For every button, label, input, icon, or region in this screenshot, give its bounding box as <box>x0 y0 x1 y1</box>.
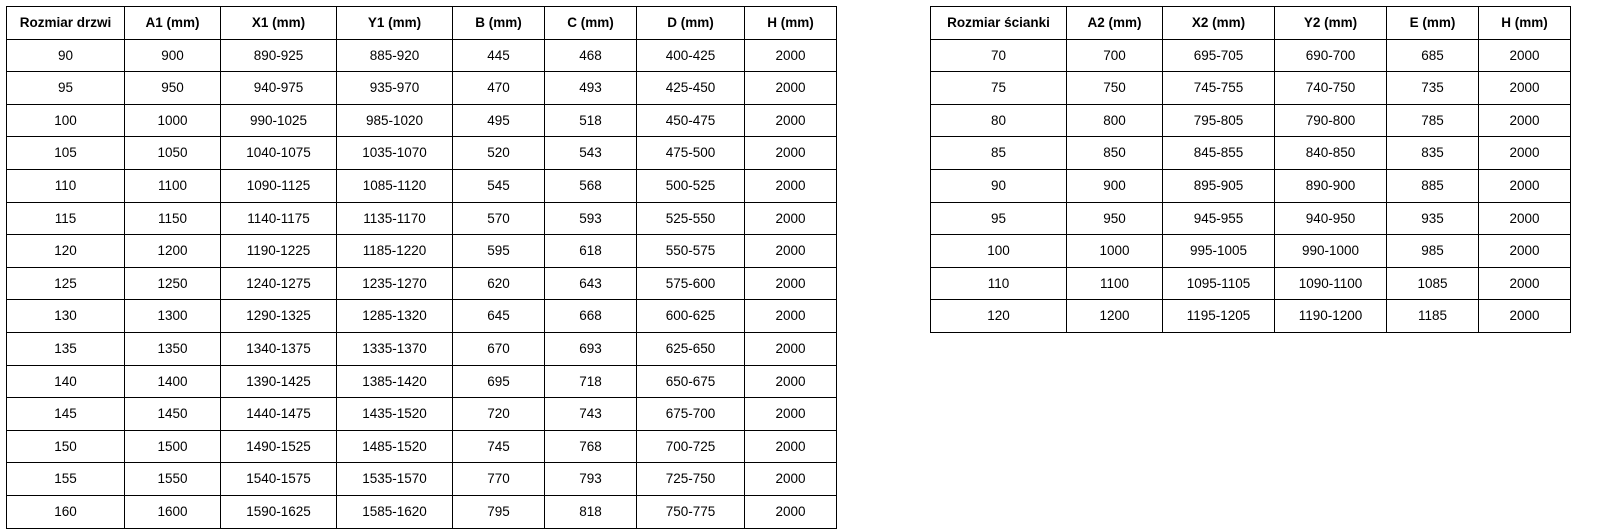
walls-cell: 1190-1200 <box>1275 300 1387 333</box>
doors-cell: 620 <box>453 267 545 300</box>
doors-cell: 468 <box>545 39 637 72</box>
table-row <box>7 72 837 105</box>
doors-cell: 493 <box>545 72 637 105</box>
walls-cell: 990-1000 <box>1275 235 1387 268</box>
walls-cell: 70 <box>931 39 1067 72</box>
walls-cell: 745-755 <box>1163 72 1275 105</box>
table-row <box>7 495 837 528</box>
doors-cell: 1540-1575 <box>221 463 337 496</box>
table-row <box>931 39 1571 72</box>
table-row <box>7 463 837 496</box>
walls-cell: 80 <box>931 104 1067 137</box>
table-row <box>931 104 1571 137</box>
walls-cell: 890-900 <box>1275 169 1387 202</box>
walls-cell: 690-700 <box>1275 39 1387 72</box>
table-row <box>931 235 1571 268</box>
walls-cell: 900 <box>1067 169 1163 202</box>
doors-cell: 525-550 <box>637 202 745 235</box>
table-row <box>931 137 1571 170</box>
walls-cell: 1095-1105 <box>1163 267 1275 300</box>
walls-cell: 2000 <box>1479 267 1571 300</box>
doors-cell: 140 <box>7 365 125 398</box>
doors-cell: 150 <box>7 430 125 463</box>
doors-cell: 130 <box>7 300 125 333</box>
doors-cell: 2000 <box>745 300 837 333</box>
walls-cell: 740-750 <box>1275 72 1387 105</box>
doors-cell: 2000 <box>745 104 837 137</box>
doors-cell: 1190-1225 <box>221 235 337 268</box>
walls-cell: 85 <box>931 137 1067 170</box>
doors-cell: 1485-1520 <box>337 430 453 463</box>
walls-cell: 935 <box>1387 202 1479 235</box>
table-row <box>7 39 837 72</box>
doors-cell: 425-450 <box>637 72 745 105</box>
walls-cell: 895-905 <box>1163 169 1275 202</box>
walls-cell: 795-805 <box>1163 104 1275 137</box>
walls-cell: 2000 <box>1479 72 1571 105</box>
table-row <box>931 300 1571 333</box>
doors-cell: 720 <box>453 398 545 431</box>
walls-cell: 95 <box>931 202 1067 235</box>
walls-cell: 2000 <box>1479 39 1571 72</box>
doors-cell: 1140-1175 <box>221 202 337 235</box>
walls-column-header: E (mm) <box>1387 7 1479 40</box>
doors-cell: 1150 <box>125 202 221 235</box>
walls-column-header: A2 (mm) <box>1067 7 1163 40</box>
doors-cell: 1300 <box>125 300 221 333</box>
doors-column-header: B (mm) <box>453 7 545 40</box>
doors-cell: 115 <box>7 202 125 235</box>
walls-cell: 885 <box>1387 169 1479 202</box>
walls-cell: 790-800 <box>1275 104 1387 137</box>
doors-cell: 543 <box>545 137 637 170</box>
walls-cell: 1195-1205 <box>1163 300 1275 333</box>
doors-cell: 1200 <box>125 235 221 268</box>
doors-cell: 1285-1320 <box>337 300 453 333</box>
walls-cell: 2000 <box>1479 235 1571 268</box>
walls-cell: 695-705 <box>1163 39 1275 72</box>
doors-cell: 1435-1520 <box>337 398 453 431</box>
doors-cell: 1585-1620 <box>337 495 453 528</box>
doors-cell: 570 <box>453 202 545 235</box>
doors-cell: 1450 <box>125 398 221 431</box>
doors-cell: 595 <box>453 235 545 268</box>
doors-cell: 520 <box>453 137 545 170</box>
doors-cell: 768 <box>545 430 637 463</box>
doors-cell: 1350 <box>125 332 221 365</box>
doors-cell: 475-500 <box>637 137 745 170</box>
doors-cell: 1085-1120 <box>337 169 453 202</box>
table-row <box>7 267 837 300</box>
doors-cell: 695 <box>453 365 545 398</box>
doors-column-header: X1 (mm) <box>221 7 337 40</box>
doors-cell: 935-970 <box>337 72 453 105</box>
doors-cell: 1185-1220 <box>337 235 453 268</box>
doors-cell: 1340-1375 <box>221 332 337 365</box>
doors-cell: 818 <box>545 495 637 528</box>
doors-column-header: Rozmiar drzwi <box>7 7 125 40</box>
walls-cell: 835 <box>1387 137 1479 170</box>
walls-cell: 785 <box>1387 104 1479 137</box>
doors-cell: 743 <box>545 398 637 431</box>
doors-cell: 100 <box>7 104 125 137</box>
doors-cell: 940-975 <box>221 72 337 105</box>
walls-cell: 700 <box>1067 39 1163 72</box>
table-row <box>7 365 837 398</box>
doors-cell: 495 <box>453 104 545 137</box>
doors-cell: 618 <box>545 235 637 268</box>
walls-cell: 2000 <box>1479 137 1571 170</box>
doors-cell: 2000 <box>745 398 837 431</box>
doors-dimensions-table-container <box>6 6 837 529</box>
walls-column-header: H (mm) <box>1479 7 1571 40</box>
doors-cell: 445 <box>453 39 545 72</box>
doors-column-header: C (mm) <box>545 7 637 40</box>
walls-cell: 100 <box>931 235 1067 268</box>
walls-cell: 1000 <box>1067 235 1163 268</box>
doors-cell: 1490-1525 <box>221 430 337 463</box>
walls-cell: 110 <box>931 267 1067 300</box>
doors-cell: 1290-1325 <box>221 300 337 333</box>
doors-cell: 1535-1570 <box>337 463 453 496</box>
doors-cell: 593 <box>545 202 637 235</box>
walls-cell: 2000 <box>1479 300 1571 333</box>
walls-cell: 1100 <box>1067 267 1163 300</box>
doors-cell: 450-475 <box>637 104 745 137</box>
doors-cell: 625-650 <box>637 332 745 365</box>
doors-cell: 2000 <box>745 137 837 170</box>
walls-cell: 845-855 <box>1163 137 1275 170</box>
doors-cell: 110 <box>7 169 125 202</box>
doors-cell: 1100 <box>125 169 221 202</box>
doors-cell: 950 <box>125 72 221 105</box>
doors-cell: 1385-1420 <box>337 365 453 398</box>
doors-cell: 1400 <box>125 365 221 398</box>
doors-cell: 1035-1070 <box>337 137 453 170</box>
table-row <box>7 430 837 463</box>
table-row <box>931 267 1571 300</box>
walls-column-header: Y2 (mm) <box>1275 7 1387 40</box>
walls-cell: 1185 <box>1387 300 1479 333</box>
table-row <box>7 202 837 235</box>
doors-cell: 1550 <box>125 463 221 496</box>
walls-cell: 800 <box>1067 104 1163 137</box>
doors-cell: 985-1020 <box>337 104 453 137</box>
doors-cell: 575-600 <box>637 267 745 300</box>
walls-cell: 940-950 <box>1275 202 1387 235</box>
doors-cell: 105 <box>7 137 125 170</box>
doors-cell: 745 <box>453 430 545 463</box>
doors-cell: 2000 <box>745 430 837 463</box>
walls-cell: 1200 <box>1067 300 1163 333</box>
doors-cell: 2000 <box>745 169 837 202</box>
walls-cell: 945-955 <box>1163 202 1275 235</box>
doors-cell: 718 <box>545 365 637 398</box>
table-row <box>7 332 837 365</box>
table-row <box>7 300 837 333</box>
doors-cell: 900 <box>125 39 221 72</box>
table-row <box>931 169 1571 202</box>
doors-cell: 2000 <box>745 72 837 105</box>
doors-cell: 670 <box>453 332 545 365</box>
table-row <box>7 169 837 202</box>
walls-dimensions-table-container <box>930 6 1571 333</box>
doors-cell: 95 <box>7 72 125 105</box>
doors-cell: 90 <box>7 39 125 72</box>
doors-cell: 793 <box>545 463 637 496</box>
walls-table-head <box>931 7 1571 40</box>
walls-cell: 850 <box>1067 137 1163 170</box>
doors-table-head <box>7 7 837 40</box>
doors-column-header: Y1 (mm) <box>337 7 453 40</box>
doors-dimensions-table <box>6 6 837 529</box>
doors-column-header: H (mm) <box>745 7 837 40</box>
walls-column-header: X2 (mm) <box>1163 7 1275 40</box>
doors-cell: 550-575 <box>637 235 745 268</box>
doors-cell: 1240-1275 <box>221 267 337 300</box>
table-header-row <box>931 7 1571 40</box>
doors-cell: 990-1025 <box>221 104 337 137</box>
doors-cell: 645 <box>453 300 545 333</box>
walls-cell: 90 <box>931 169 1067 202</box>
table-row <box>931 202 1571 235</box>
walls-cell: 2000 <box>1479 169 1571 202</box>
walls-cell: 950 <box>1067 202 1163 235</box>
doors-cell: 1440-1475 <box>221 398 337 431</box>
doors-cell: 643 <box>545 267 637 300</box>
doors-cell: 160 <box>7 495 125 528</box>
doors-cell: 1135-1170 <box>337 202 453 235</box>
doors-cell: 885-920 <box>337 39 453 72</box>
doors-cell: 2000 <box>745 365 837 398</box>
walls-cell: 2000 <box>1479 104 1571 137</box>
doors-cell: 518 <box>545 104 637 137</box>
doors-cell: 2000 <box>745 235 837 268</box>
table-row <box>7 398 837 431</box>
walls-cell: 685 <box>1387 39 1479 72</box>
doors-cell: 155 <box>7 463 125 496</box>
doors-cell: 1590-1625 <box>221 495 337 528</box>
doors-cell: 545 <box>453 169 545 202</box>
doors-cell: 2000 <box>745 332 837 365</box>
doors-cell: 1335-1370 <box>337 332 453 365</box>
doors-cell: 650-675 <box>637 365 745 398</box>
walls-cell: 750 <box>1067 72 1163 105</box>
walls-cell: 2000 <box>1479 202 1571 235</box>
doors-table-body <box>7 39 837 528</box>
doors-cell: 1040-1075 <box>221 137 337 170</box>
doors-cell: 125 <box>7 267 125 300</box>
doors-cell: 500-525 <box>637 169 745 202</box>
doors-cell: 795 <box>453 495 545 528</box>
table-header-row <box>7 7 837 40</box>
walls-cell: 840-850 <box>1275 137 1387 170</box>
doors-cell: 568 <box>545 169 637 202</box>
table-row <box>931 72 1571 105</box>
walls-cell: 735 <box>1387 72 1479 105</box>
table-row <box>7 137 837 170</box>
doors-cell: 2000 <box>745 495 837 528</box>
doors-cell: 693 <box>545 332 637 365</box>
doors-cell: 135 <box>7 332 125 365</box>
doors-cell: 890-925 <box>221 39 337 72</box>
doors-cell: 1390-1425 <box>221 365 337 398</box>
walls-dimensions-table <box>930 6 1571 333</box>
walls-table-body <box>931 39 1571 332</box>
doors-cell: 600-625 <box>637 300 745 333</box>
doors-cell: 1090-1125 <box>221 169 337 202</box>
doors-cell: 725-750 <box>637 463 745 496</box>
doors-cell: 1600 <box>125 495 221 528</box>
doors-cell: 2000 <box>745 463 837 496</box>
table-row <box>7 235 837 268</box>
doors-cell: 120 <box>7 235 125 268</box>
doors-cell: 1000 <box>125 104 221 137</box>
doors-cell: 470 <box>453 72 545 105</box>
walls-cell: 1085 <box>1387 267 1479 300</box>
doors-cell: 1500 <box>125 430 221 463</box>
doors-cell: 2000 <box>745 39 837 72</box>
doors-cell: 400-425 <box>637 39 745 72</box>
table-row <box>7 104 837 137</box>
doors-column-header: D (mm) <box>637 7 745 40</box>
doors-cell: 770 <box>453 463 545 496</box>
walls-column-header: Rozmiar ścianki <box>931 7 1067 40</box>
walls-cell: 985 <box>1387 235 1479 268</box>
walls-cell: 75 <box>931 72 1067 105</box>
doors-cell: 1050 <box>125 137 221 170</box>
doors-column-header: A1 (mm) <box>125 7 221 40</box>
doors-cell: 1250 <box>125 267 221 300</box>
walls-cell: 995-1005 <box>1163 235 1275 268</box>
walls-cell: 1090-1100 <box>1275 267 1387 300</box>
doors-cell: 675-700 <box>637 398 745 431</box>
doors-cell: 700-725 <box>637 430 745 463</box>
doors-cell: 668 <box>545 300 637 333</box>
walls-cell: 120 <box>931 300 1067 333</box>
doors-cell: 2000 <box>745 267 837 300</box>
doors-cell: 1235-1270 <box>337 267 453 300</box>
doors-cell: 750-775 <box>637 495 745 528</box>
doors-cell: 2000 <box>745 202 837 235</box>
doors-cell: 145 <box>7 398 125 431</box>
